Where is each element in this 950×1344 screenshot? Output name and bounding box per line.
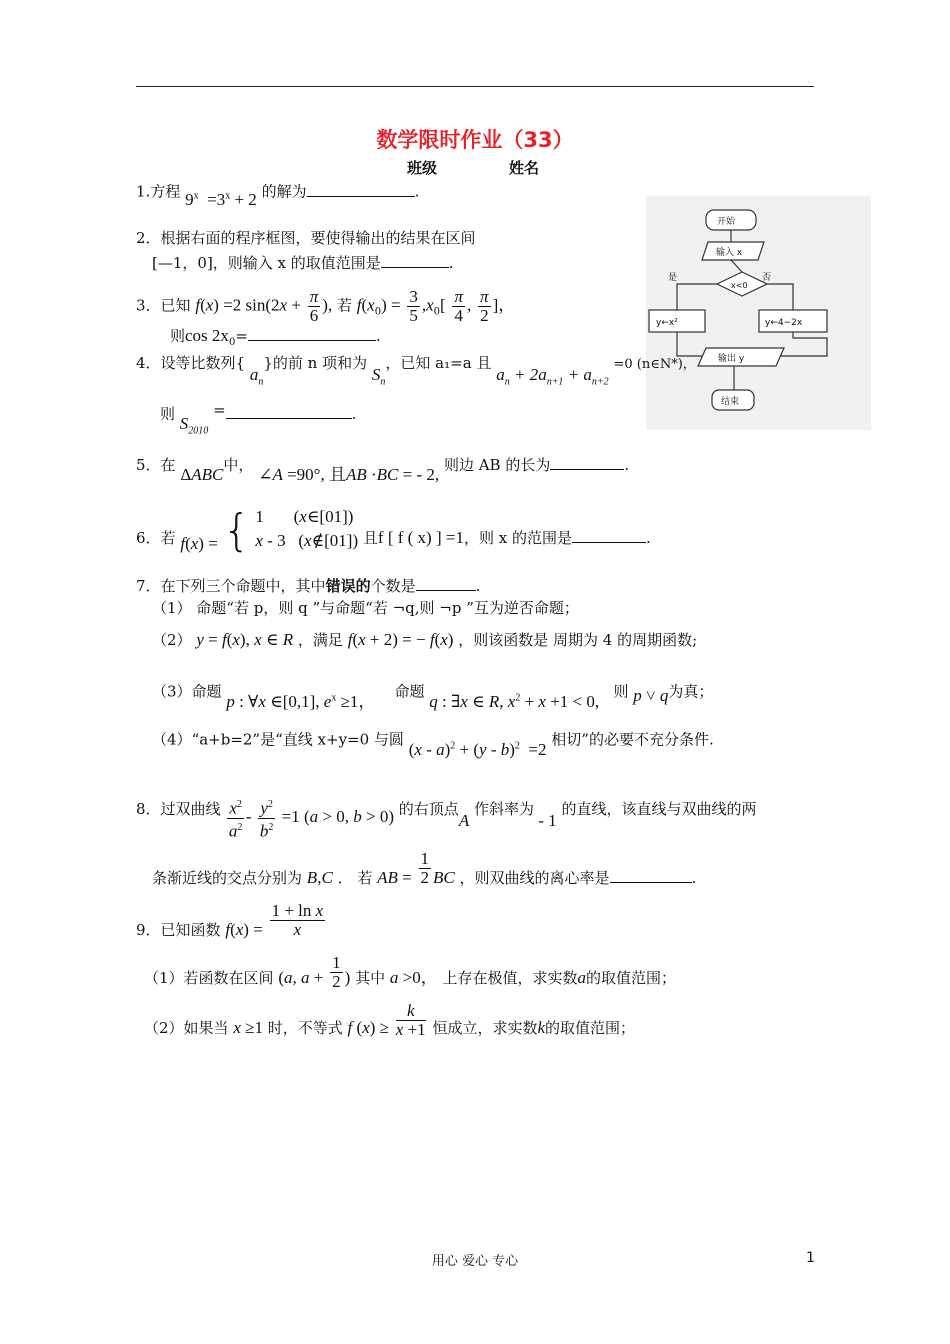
q7-item4-label: （4）“a+b=2”是“直线 x+y=0 与圆 bbox=[152, 730, 404, 749]
flow-right-label: y←4−2x bbox=[765, 318, 803, 328]
q3-if: 若 bbox=[336, 296, 352, 315]
q7-item-3: （3）命题 p : ∀x ∈[0,1], $e^x \ge 1$， 命题 q : ∃x ∈ R, $x^2 + x +1 < 0$, 则 p ˅ q为真； bbox=[152, 682, 714, 711]
q9-p2-end: 的取值范围； bbox=[545, 1018, 636, 1037]
q3-text: 已知 bbox=[160, 296, 191, 315]
q7-item2-tail: ，则该函数是 周期为 4 的周期函数; bbox=[458, 631, 698, 649]
question-3-line2: 则$\cos 2x_0=$ . bbox=[170, 326, 381, 348]
q4-answer-blank[interactable] bbox=[226, 404, 352, 419]
q6-end: . bbox=[645, 529, 651, 547]
q8-line2-mid: ． 若 bbox=[337, 868, 373, 887]
q3-end: . bbox=[375, 327, 381, 345]
question-2 bbox=[136, 228, 476, 248]
question-4: 4．设等比数列{ $a_n$}的前 n 项和为 $S_n$，已知 a₁=a 且 $a_n + 2a_{n+1} + a_{n+2} =0$ (n∈N*)， bbox=[136, 354, 696, 388]
q3-number: 3． bbox=[136, 296, 161, 315]
q8-slope: 作斜率为 bbox=[473, 800, 534, 819]
q4-tail: =0 (n∈N*)， bbox=[613, 357, 696, 372]
question-6: 6．若 f(x) = { 1 (x∈[01]) x - 3 (x∉[01]) 且f [ f ( x) ] =1，则 x 的范围是 . bbox=[136, 505, 651, 556]
q6-piecewise: 1 (x∈[01]) x - 3 (x∉[01]) bbox=[255, 507, 359, 550]
q2-end: . bbox=[448, 254, 454, 272]
q9-p1-end: 的取值范围； bbox=[586, 968, 677, 987]
q9-p2-after: 恒成立，求实数 bbox=[432, 1018, 538, 1037]
q2-line2: [—1，0]，则输入 x 的取值范围是 bbox=[152, 254, 381, 272]
name-label: 姓名 bbox=[509, 159, 540, 177]
q7-answer-blank[interactable] bbox=[416, 576, 476, 591]
flow-start-label: 开始 bbox=[717, 217, 736, 227]
q7-item3-mid: 命题 bbox=[394, 682, 425, 701]
q7-item3-label: （3）命题 bbox=[152, 682, 222, 701]
q5-text-mid: 中， bbox=[223, 456, 254, 474]
question-4-line2: 则 $S_{2010}$ = . bbox=[160, 401, 357, 437]
q7-item4-tail: 相切”的必要不充分条件. bbox=[551, 730, 714, 749]
question-9: 9．已知函数 f(x) = $\frac{\text{1 + ln x}}{x}$ bbox=[136, 901, 324, 939]
q6-and: 且 bbox=[362, 529, 378, 547]
q8-line2-after: ，则双曲线的离心率是 bbox=[459, 868, 610, 887]
q7-item-1: （1） 命题“若 p，则 q ”与命题“若 ¬q,则 ¬p ”互为逆否命题； bbox=[152, 599, 579, 617]
class-label: 班级 bbox=[407, 159, 438, 177]
q8-text-after: 的直线，该直线与双曲线的两 bbox=[561, 800, 757, 819]
q9-part-2: （2）如果当 x ≥1 时，不等式 f (x) ≥ $\frac{k}{x +1}$ 恒成立，求实数k的取值范围； bbox=[144, 1001, 636, 1039]
flow-input-label: 输入 x bbox=[716, 248, 743, 258]
footer-text: 用心 爱心 专心 bbox=[431, 1254, 519, 1269]
question-3: 3．已知 f(x) =2 sin(2x + $\frac{\pi}{6}$ ), 若 $f(x_0)$ = $\frac{3}{5}$ $,x_0$[ $\frac{\pi}{4}$ , $\frac{\pi}{2}$ ]， bbox=[136, 287, 516, 325]
question-2-line2 bbox=[152, 253, 454, 273]
header-rule bbox=[136, 86, 814, 87]
program-flowchart bbox=[646, 196, 871, 430]
flow-no-label: 否 bbox=[762, 273, 772, 283]
q2-number: 2． bbox=[136, 229, 161, 247]
q4-end: . bbox=[351, 405, 357, 423]
q9-text: 已知函数 bbox=[160, 920, 221, 939]
flow-output-label: 输出 y bbox=[718, 354, 745, 364]
q7-item-2: （2） y = f(x), x ∈ R ，满足 f(x + 2) = − f(x) ，则该函数是 周期为 4 的周期函数; bbox=[152, 630, 698, 649]
question-5: 5．在 ΔABC中， ∠A =90°, 且AB ·BC = - 2, 则边 AB 的长为 . bbox=[136, 456, 630, 484]
q1-end: . bbox=[414, 182, 420, 201]
question-7: 7．在下列三个命题中，其中错误的个数是 . bbox=[136, 577, 481, 595]
q3-expr: cos 2x bbox=[185, 326, 229, 345]
q1-text-after: 的解为 bbox=[261, 182, 307, 201]
q7-item3-tail: 为真； bbox=[668, 682, 714, 701]
q1-text: 方程 bbox=[150, 182, 181, 201]
q6-text: 若 bbox=[160, 529, 176, 547]
q5-text-after: 则边 AB 的长为 bbox=[443, 456, 551, 474]
q5-number: 5． bbox=[136, 456, 161, 474]
q7-item2-mid: ，满足 bbox=[297, 631, 343, 649]
q7-item3-then: 则 bbox=[613, 682, 629, 701]
flow-condition-label: x<0 bbox=[731, 281, 748, 290]
q1-answer-blank[interactable] bbox=[307, 182, 415, 197]
q8-end: . bbox=[691, 868, 697, 887]
q6-text-after: ，则 x 的范围是 bbox=[463, 529, 572, 547]
q5-end: . bbox=[624, 456, 630, 474]
q7-item-4: （4）“a+b=2”是“直线 x+y=0 与圆 (x - a)$^2$ + (y - b)$^2$ =2 相切”的必要不充分条件. bbox=[152, 730, 714, 759]
flow-yes-label: 是 bbox=[668, 273, 678, 283]
q9-p1-mid: 其中 bbox=[355, 968, 386, 987]
q7-end: . bbox=[475, 577, 481, 595]
flow-end-label: 结束 bbox=[721, 397, 740, 407]
q3-function: f bbox=[195, 295, 201, 315]
q6-answer-blank[interactable] bbox=[572, 528, 646, 543]
q9-number: 9． bbox=[136, 920, 161, 939]
q5-answer-blank[interactable] bbox=[550, 455, 624, 470]
q8-text: 过双曲线 bbox=[160, 800, 221, 819]
q4-number: 4． bbox=[136, 354, 161, 372]
q7-item2-label: （2） bbox=[152, 631, 192, 649]
q9-p1-text: （1）若函数在区间 bbox=[144, 968, 274, 987]
q6-number: 6． bbox=[136, 529, 161, 547]
q9-p2-text: （2）如果当 bbox=[144, 1018, 229, 1037]
q5-text: 在 bbox=[160, 456, 176, 474]
q4-text: 设等比数列{ bbox=[160, 354, 246, 372]
q7-text: 在下列三个命题中，其中 bbox=[160, 577, 326, 595]
question-8: 8．过双曲线 $\frac{x^2}{a^2}$ - $\frac{y^2}{b^2}$ =1 (a > 0, b > 0) 的右顶点A 作斜率为 - 1 的直线，该直线与双曲线的两 bbox=[136, 788, 756, 838]
q9-part-1: （1）若函数在区间 (a, a + $\frac{1}{2}$ ) 其中 a >0， 上存在极值，求实数a的取值范围； bbox=[144, 953, 677, 991]
q2-line1: 根据右面的程序框图，要使得输出的结果在区间 bbox=[160, 229, 476, 247]
q2-answer-blank[interactable] bbox=[381, 253, 449, 268]
page-title: 数学限时作业（33） bbox=[376, 128, 574, 152]
q8-text-mid: 的右顶点 bbox=[398, 800, 459, 819]
q4-known: ，已知 a₁=a 且 bbox=[385, 354, 492, 372]
q4-text-mid: }的前 n 项和为 bbox=[263, 354, 368, 372]
q4-then: 则 bbox=[160, 405, 176, 423]
q9-p2-mid: 时，不等式 bbox=[267, 1018, 343, 1037]
question-8-line2: 条渐近线的交点分别为 B,C ． 若 AB = $\frac{1}{2}$ BC ，则双曲线的离心率是 . bbox=[152, 849, 697, 887]
q3-answer-blank[interactable] bbox=[248, 326, 376, 341]
q8-number: 8． bbox=[136, 800, 161, 819]
page-number: 1 bbox=[806, 1250, 815, 1266]
q3-then: 则 bbox=[170, 327, 186, 345]
q8-answer-blank[interactable] bbox=[610, 868, 692, 883]
question-1 bbox=[136, 178, 420, 209]
q7-emphasis: 错误的 bbox=[325, 577, 371, 595]
q1-equation: $9^x =3^x + 2$ bbox=[185, 189, 257, 209]
q3-fraction: $\frac{\pi}{6}$ bbox=[309, 287, 319, 325]
q7-number: 7． bbox=[136, 577, 161, 595]
q1-number: 1. bbox=[136, 182, 151, 201]
q8-line2: 条渐近线的交点分别为 bbox=[152, 868, 303, 887]
flow-left-label: y←x² bbox=[656, 318, 678, 328]
q9-p1-after: 上存在极值，求实数 bbox=[442, 968, 578, 987]
